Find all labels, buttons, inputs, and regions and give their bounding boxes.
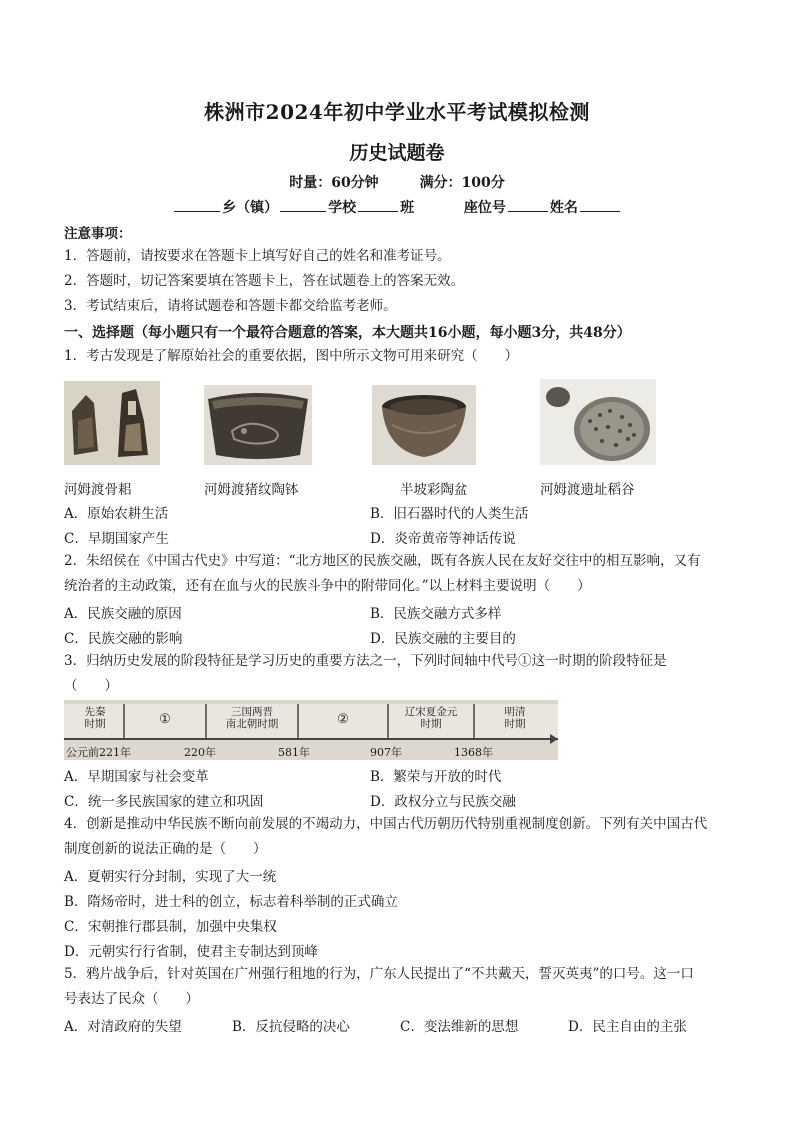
option-c: C．民族交融的影响	[64, 631, 183, 647]
timeline-tick: 公元前221年	[66, 746, 131, 759]
blank-line[interactable]	[508, 199, 548, 212]
option-a: A．夏朝实行分封制，实现了大一统	[64, 869, 277, 885]
blank-line[interactable]	[580, 199, 620, 212]
section-heading: 一、选择题（每小题只有一个最符合题意的答案，本大题共16小题，每小题3分，共48分）	[64, 325, 631, 341]
question-1-stem: 1．考古发现是了解原始社会的重要依据，图中所示文物可用来研究（ ）	[64, 348, 519, 364]
exam-subtitle: 历史试题卷	[349, 142, 445, 164]
notice-heading: 注意事项：	[64, 226, 132, 242]
photo-caption: 半坡彩陶盆	[400, 482, 468, 498]
id-label-town: 乡（镇）	[222, 200, 279, 216]
option-b: B．隋炀帝时，进士科的创立，标志着科举制的正式确立	[64, 894, 398, 910]
exam-title: 株洲市2024年初中学业水平考试模拟检测	[204, 100, 590, 124]
question-3-stem: 3．归纳历史发展的阶段特征是学习历史的重要方法之一，下列时间轴中代号①这一时期的阶段特征是	[64, 653, 667, 669]
option-c: C．早期国家产生	[64, 531, 169, 547]
option-a: A．对清政府的失望	[64, 1019, 182, 1035]
question-4-stem: 制度创新的说法正确的是（ ）	[64, 841, 267, 857]
option-c: C．宋朝推行郡县制，加强中央集权	[64, 919, 277, 935]
notice-item: 1．答题前，请按要求在答题卡上填写好自己的姓名和准考证号。	[64, 248, 451, 264]
option-b: B．民族交融方式多样	[370, 606, 502, 622]
exam-meta	[0, 172, 794, 192]
pig-bowl-photo	[204, 385, 312, 465]
timeline-segment: 明清 时期	[504, 706, 526, 730]
option-a: A．民族交融的原因	[64, 606, 182, 622]
timeline-tick: 1368年	[454, 746, 493, 759]
option-a: A．早期国家与社会变革	[64, 769, 209, 785]
option-d: D．元朝实行行省制，使君主专制达到顶峰	[64, 944, 318, 960]
question-2-stem: 2．朱绍侯在《中国古代史》中写道：“北方地区的民族交融，既有各族人民在友好交往中的相互影响，又有	[64, 553, 701, 569]
option-b: B．繁荣与开放的时代	[370, 769, 502, 785]
history-timeline	[64, 700, 558, 760]
id-label-class: 班	[400, 200, 415, 216]
option-a: A．原始农耕生活	[64, 506, 169, 522]
id-label-seat: 座位号	[463, 200, 506, 216]
option-b: B．反抗侵略的决心	[232, 1019, 350, 1035]
timeline-segment: 先秦 时期	[84, 706, 106, 730]
photo-caption: 河姆渡骨耜	[64, 482, 132, 498]
question-5-stem: 5．鸦片战争后，针对英国在广州强行租地的行为，广东人民提出了“不共戴天，誓灭英夷”的口号。这一口	[64, 966, 694, 982]
exam-time: 时量：60分钟	[289, 175, 379, 191]
blank-line[interactable]	[280, 199, 326, 212]
student-id-line	[0, 197, 794, 217]
photo-caption: 河姆渡遗址稻谷	[540, 482, 635, 498]
photo-caption: 河姆渡猪纹陶钵	[204, 482, 299, 498]
timeline-segment: 辽宋夏金元 时期	[404, 706, 458, 730]
id-label-school: 学校	[328, 200, 357, 216]
option-d: D．炎帝黄帝等神话传说	[370, 531, 516, 547]
rice-grains-photo	[540, 379, 656, 465]
question-3-stem: （ ）	[64, 678, 118, 694]
timeline-tick: 220年	[184, 746, 216, 759]
timeline-tick: 907年	[370, 746, 402, 759]
question-2-stem: 统治者的主动政策，还有在血与火的民族斗争中的附带同化。”以上材料主要说明（ ）	[64, 578, 591, 594]
timeline-tick: 581年	[278, 746, 310, 759]
bone-spade-photo	[64, 381, 160, 465]
notice-item: 2．答题时，切记答案要填在答题卡上，答在试题卷上的答案无效。	[64, 273, 465, 289]
question-4-stem: 4．创新是推动中华民族不断向前发展的不竭动力，中国古代历朝历代特别重视制度创新。下列有关中国古代	[64, 816, 708, 832]
option-c: C．变法维新的思想	[400, 1019, 519, 1035]
option-b: B．旧石器时代的人类生活	[370, 506, 529, 522]
timeline-segment-2: ②	[337, 712, 349, 727]
exam-score: 满分：100分	[419, 175, 505, 191]
question-5-stem: 号表达了民众（ ）	[64, 991, 199, 1007]
painted-basin-photo	[372, 385, 476, 465]
option-c: C．统一多民族国家的建立和巩固	[64, 794, 264, 810]
option-d: D．民族交融的主要目的	[370, 631, 516, 647]
option-d: D．政权分立与民族交融	[370, 794, 516, 810]
blank-line[interactable]	[174, 199, 220, 212]
id-label-name: 姓名	[549, 200, 578, 216]
option-d: D．民主自由的主张	[568, 1019, 687, 1035]
timeline-segment-1: ①	[159, 712, 171, 727]
notice-item: 3．考试结束后，请将试题卷和答题卡都交给监考老师。	[64, 298, 397, 314]
timeline-segment: 三国两晋 南北朝时期	[225, 706, 279, 730]
blank-line[interactable]	[358, 199, 398, 212]
